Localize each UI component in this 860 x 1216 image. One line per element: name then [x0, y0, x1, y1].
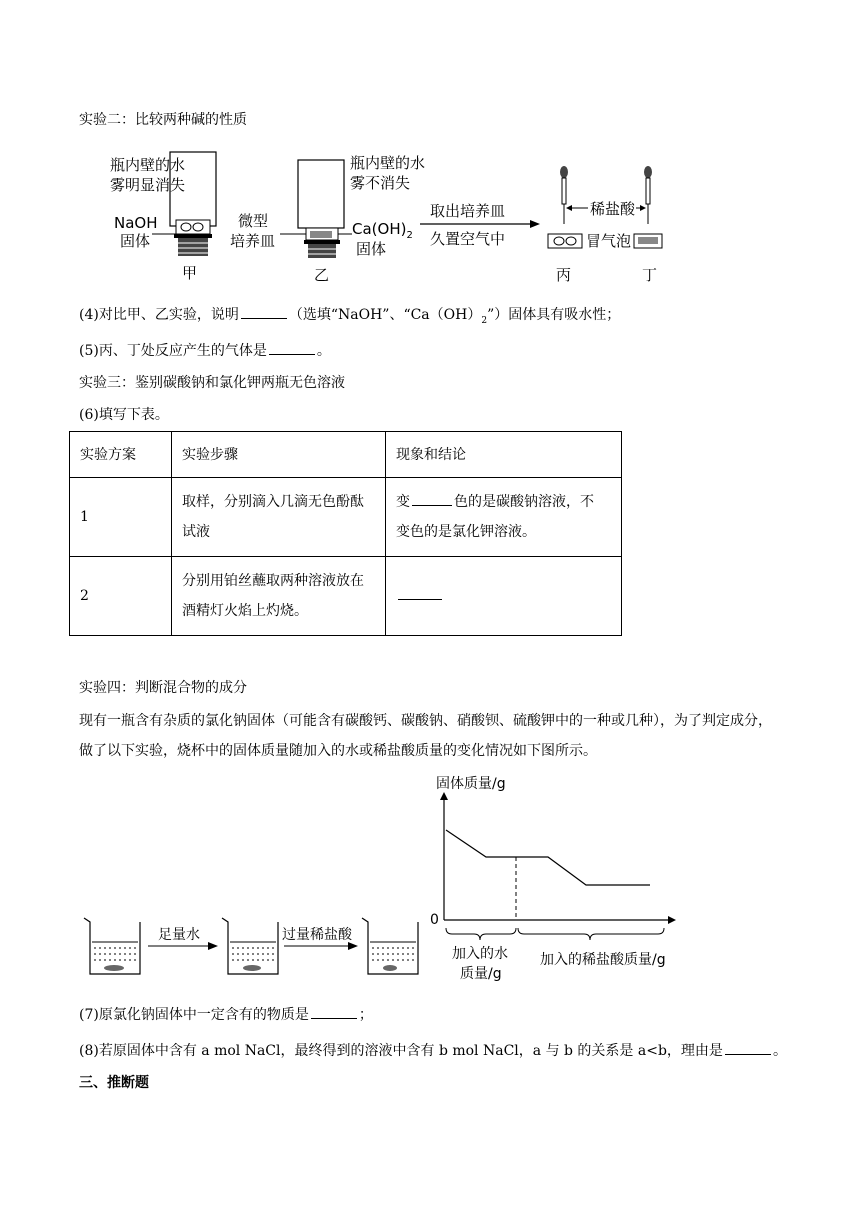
q5-blank[interactable] — [269, 340, 315, 355]
caoh-l2: 固体 — [356, 240, 387, 258]
q7-blank[interactable] — [311, 1004, 357, 1019]
acid-label-2: 过量稀盐酸 — [282, 927, 352, 943]
jar2-note-l2: 雾不消失 — [350, 174, 411, 192]
q4 — [79, 304, 620, 331]
q7-text-a: (7)原氯化钠固体中一定含有的物质是 — [79, 1007, 309, 1023]
beaker-3 — [362, 918, 418, 974]
origin-label: 0 — [430, 912, 439, 928]
dropper-left — [560, 166, 568, 224]
x-label-acid: 加入的稀盐酸质量/g — [540, 952, 666, 968]
label-yi: 乙 — [314, 266, 330, 284]
arrow-bottom-label: 久置空气中 — [430, 230, 506, 248]
q4-blank[interactable] — [241, 304, 287, 319]
q8-text-b: 。 — [772, 1043, 787, 1059]
q4-text-b: （选填“NaOH”、“Ca（OH） — [288, 307, 482, 323]
beaker-1 — [84, 918, 140, 974]
label-jia: 甲 — [182, 264, 198, 282]
q8-blank[interactable] — [725, 1040, 771, 1055]
q7 — [79, 1004, 373, 1025]
row1-result-b: 色的是碳酸钠溶液，不 — [454, 494, 594, 510]
table-header-plan: 实验方案 — [70, 432, 172, 478]
exp4-intro: 现有一瓶含有杂质的氯化钠固体（可能含有碳酸钙、碳酸钠、硝酸钡、硫酸钾中的一种或几种），为了判定成分，做了以下实验，烧杯中的固体质量随加入的水或稀盐酸质量的变化情况如下图所示。 — [79, 713, 772, 759]
exp2-heading: 实验二：比较两种碱的性质 — [79, 112, 247, 128]
section-3-heading: 三、推断题 — [79, 1075, 149, 1091]
arrow-top-label: 取出培养皿 — [430, 202, 506, 220]
row1-result — [386, 478, 622, 557]
table-row — [70, 478, 622, 557]
table-header-step: 实验步骤 — [172, 432, 386, 478]
q4-text-c: ”）固体具有吸水性； — [487, 307, 621, 323]
row1-result-a: 变 — [396, 494, 410, 510]
row1-result-l2: 变色的是氯化钾溶液。 — [396, 524, 536, 540]
q7-text-b: ； — [358, 1007, 373, 1023]
dish-l1: 微型 — [238, 212, 269, 230]
row2-result-blank[interactable] — [398, 585, 442, 600]
label-bing: 丙 — [556, 266, 572, 284]
row2-result — [386, 557, 622, 636]
dish-l2: 培养皿 — [230, 232, 276, 250]
row1-step — [172, 478, 386, 557]
x-label-water-l2: 质量/g — [460, 966, 502, 982]
q5 — [79, 340, 331, 361]
exp4-figure — [78, 774, 678, 990]
jar1-note-l1: 瓶内壁的水 — [110, 156, 186, 174]
water-label: 足量水 — [158, 927, 200, 943]
q8 — [79, 1040, 787, 1061]
bubbles-label: 冒气泡 — [586, 232, 632, 250]
y-axis-label: 固体质量/g — [436, 776, 506, 792]
row2-step-l2: 酒精灯火焰上灼烧。 — [182, 603, 308, 619]
exp2-figure — [110, 148, 680, 288]
mass-curve — [446, 830, 650, 885]
label-ding: 丁 — [642, 266, 658, 284]
table-header-row — [70, 432, 622, 478]
jar2-note-l1: 瓶内壁的水 — [350, 154, 426, 172]
row1-result-l1 — [396, 487, 611, 517]
caoh-l1: $Ca(OH)_2$ — [352, 220, 413, 241]
row1-step-l2: 试液 — [182, 524, 210, 540]
q8-text-a: (8)若原固体中含有 a mol NaCl，最终得到的溶液中含有 b mol NaCl，a 与 b 的关系是 a<b，理由是 — [79, 1043, 723, 1059]
row2-step — [172, 557, 386, 636]
jar1-note-l2: 雾明显消失 — [110, 176, 186, 194]
dish-bing — [548, 234, 582, 248]
table-row — [70, 557, 622, 636]
q4-sub: 2 — [481, 315, 488, 326]
row2-step-l1: 分别用铂丝蘸取两种溶液放在 — [182, 573, 364, 589]
row1-plan: 1 — [70, 478, 172, 557]
exp3-heading: 实验三：鉴别碳酸钠和氯化钾两瓶无色溶液 — [79, 375, 345, 391]
row1-color-blank[interactable] — [412, 491, 452, 506]
acid-label: 稀盐酸 — [590, 200, 636, 218]
naoh-l2: 固体 — [120, 232, 151, 250]
x-label-water-l1: 加入的水 — [452, 946, 508, 962]
row2-plan: 2 — [70, 557, 172, 636]
exp3-table — [69, 431, 622, 636]
q6: (6)填写下表。 — [79, 407, 169, 423]
dropper-right — [644, 166, 652, 224]
q4-text-a: (4)对比甲、乙实验，说明 — [79, 307, 239, 323]
jar-yi — [298, 160, 344, 258]
q5-text-b: 。 — [316, 343, 331, 359]
naoh-l1: NaOH — [114, 214, 158, 232]
exp4-heading: 实验四：判断混合物的成分 — [79, 680, 247, 696]
q5-text-a: (5)丙、丁处反应产生的气体是 — [79, 343, 267, 359]
row1-step-l1: 取样，分别滴入几滴无色酚酞 — [182, 494, 364, 510]
beaker-2 — [222, 918, 278, 974]
table-header-result: 现象和结论 — [386, 432, 622, 478]
